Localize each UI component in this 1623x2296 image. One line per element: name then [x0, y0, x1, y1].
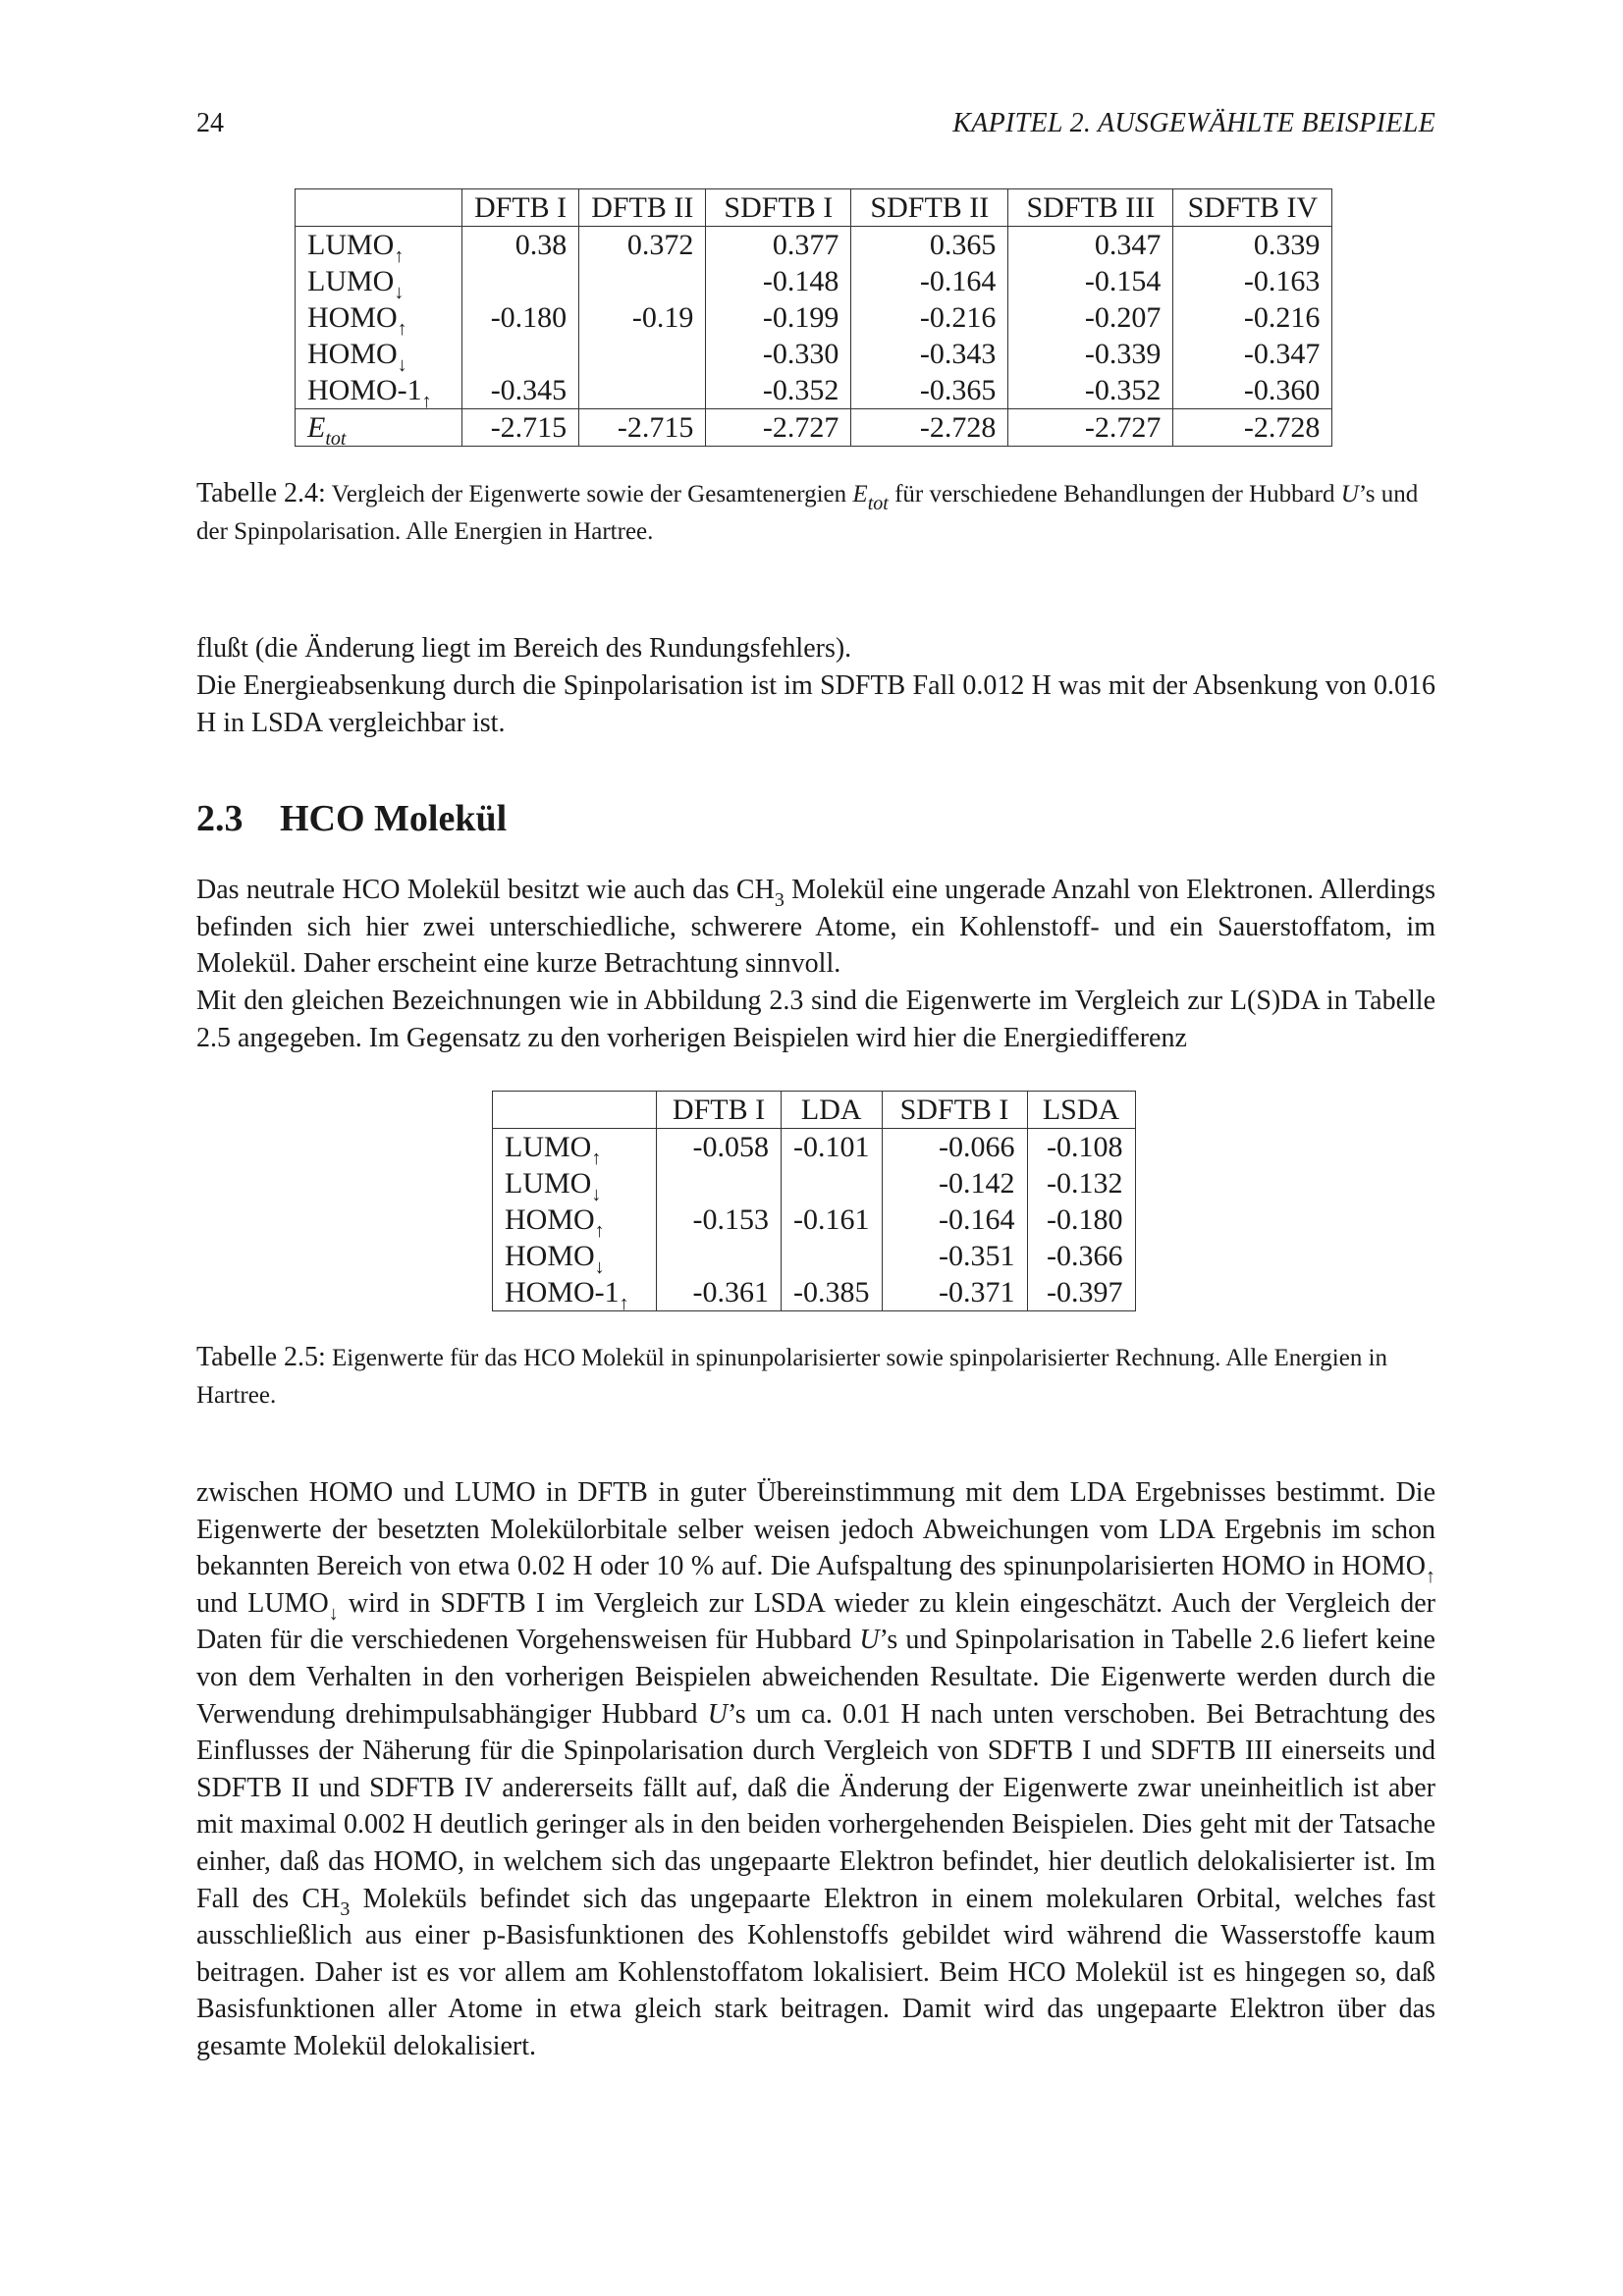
- row-label-text: HOMO: [307, 338, 398, 370]
- math-symbol: U: [859, 1625, 880, 1656]
- row-label-text: LUMO: [307, 265, 395, 297]
- table-header-cell: SDFTB I: [706, 189, 851, 227]
- paragraph-text: Molekül eine ungerade Anzahl von Elektronen. Allerdings befinden sich hier zwei unterschiedliche, schwerere Atome, ein Kohlenstoff- und ein Sauerstoffatom, im Molekül. Daher erscheint eine kurze Betrachtung sinnvoll.: [196, 875, 1435, 980]
- table-cell: [782, 1238, 883, 1274]
- table-cell: 0.365: [851, 227, 1008, 264]
- table-header-row: [296, 189, 1332, 227]
- table-cell: [657, 1165, 782, 1201]
- row-label: [493, 1129, 657, 1169]
- table-cell: -0.343: [851, 336, 1008, 372]
- row-label-text: E: [307, 411, 326, 444]
- table-cell: 0.38: [462, 227, 579, 264]
- table-cell: 0.372: [579, 227, 706, 264]
- paragraph-text: und LUMO: [196, 1587, 329, 1619]
- caption-symbol: E: [852, 481, 868, 507]
- table-header-cell: LSDA: [1027, 1092, 1135, 1129]
- caption-label: Tabelle 2.5:: [196, 1342, 326, 1372]
- table-row: [493, 1165, 1136, 1201]
- row-label-subscript: ↑: [591, 1148, 602, 1169]
- row-label-subscript: ↑: [397, 318, 407, 340]
- subscript: ↑: [1426, 1566, 1435, 1588]
- paragraph-text: wird in SDFTB I im Vergleich zur LSDA wieder zu klein eingeschätzt. Auch der Vergleich der Daten für die verschiedenen Vorgehensweisen für Hubbard: [196, 1587, 1435, 1656]
- table-cell: -0.164: [851, 263, 1008, 299]
- paragraph-text: ’s um ca. 0.01 H nach unten verschoben. Bei Betrachtung des Einflusses der Näherung für die Spinpolarisation durch Vergleich von SDFTB I und SDFTB III einerseits und SDFTB II und SDFTB IV andererseits fällt auf, daß die Änderung der Eigenwerte zwar uneinheitlich ist aber mit maximal 0.002 H deutlich geringer als in den beiden vorhergehenden Beispielen. Dies geht mit der Tatsache einher, daß das HOMO, in welchem sich das ungepaarte Elektron befindet, hier deutlich delokalisierter ist. Im Fall des CH: [196, 1698, 1435, 1914]
- row-label-subscript: ↑: [421, 391, 432, 412]
- table-cell: -0.345: [462, 372, 579, 409]
- table-cell: -2.728: [1173, 409, 1332, 447]
- table-header-cell: DFTB I: [657, 1092, 782, 1129]
- table-row: [296, 227, 1332, 264]
- table-cell: -0.330: [706, 336, 851, 372]
- table-cell: 0.377: [706, 227, 851, 264]
- table-cell: -0.385: [782, 1274, 883, 1311]
- table-cell: -0.132: [1027, 1165, 1135, 1201]
- body-paragraph: flußt (die Änderung liegt im Bereich des Rundungsfehlers).: [196, 633, 852, 664]
- row-label: [493, 1201, 657, 1242]
- paragraph-text: zwischen HOMO und LUMO in DFTB in guter Übereinstimmung mit dem LDA Ergebnisses bestimmt. Die Eigenwerte der besetzten Molekülorbitale selber weisen jedoch Abweichungen vom LDA Ergebnis im schon bekannten Bereich von etwa 0.02 H oder 10 % auf. Die Aufspaltung des spinunpolarisierten HOMO in HOMO: [196, 1477, 1435, 1582]
- table-cell: -0.180: [462, 299, 579, 336]
- row-label-subscript: ↓: [591, 1184, 602, 1205]
- row-label: [296, 263, 462, 303]
- table-cell: -0.199: [706, 299, 851, 336]
- table-cell: 0.347: [1008, 227, 1173, 264]
- math-symbol: U: [707, 1698, 728, 1730]
- body-paragraph: Die Energieabsenkung durch die Spinpolarisation ist im SDFTB Fall 0.012 H was mit der Absenkung von 0.016 H in LSDA vergleichbar ist.: [196, 670, 1435, 738]
- table-cell: -2.715: [579, 409, 706, 447]
- table-cell: [462, 263, 579, 299]
- row-label-subscript: ↓: [394, 282, 405, 303]
- table-cell: 0.339: [1173, 227, 1332, 264]
- table-caption-2-5: [196, 1339, 1435, 1415]
- table-header-cell: DFTB I: [462, 189, 579, 227]
- table-row: [296, 336, 1332, 372]
- table-caption-2-4: [196, 475, 1435, 551]
- body-paragraph: [196, 1474, 1435, 2065]
- section-number: 2.3: [196, 798, 243, 839]
- row-label: [493, 1165, 657, 1205]
- table-row: [493, 1274, 1136, 1311]
- table-header-cell: [296, 189, 462, 227]
- table-cell: -2.715: [462, 409, 579, 447]
- table-cell: [657, 1238, 782, 1274]
- row-label: [296, 409, 462, 450]
- table-2-5: [492, 1091, 1136, 1314]
- table-2-4: [295, 188, 1332, 450]
- row-label-subscript: ↑: [394, 245, 405, 267]
- row-label-text: HOMO: [505, 1203, 595, 1236]
- table-cell: -0.058: [657, 1129, 782, 1166]
- table-cell: [579, 336, 706, 372]
- table-cell: -0.347: [1173, 336, 1332, 372]
- page-header: [196, 108, 1435, 147]
- table-header-cell: SDFTB IV: [1173, 189, 1332, 227]
- row-label-subscript: ↓: [594, 1256, 605, 1278]
- table-cell: -0.148: [706, 263, 851, 299]
- body-paragraph: Mit den gleichen Bezeichnungen wie in Abbildung 2.3 sind die Eigenwerte im Vergleich zur L(S)DA in Tabelle 2.5 angegeben. Im Gegensatz zu den vorherigen Beispielen wird hier die Energiedifferenz: [196, 986, 1435, 1053]
- table-cell: -0.180: [1027, 1201, 1135, 1238]
- table-cell: [579, 263, 706, 299]
- row-label-subscript: tot: [325, 428, 347, 450]
- subscript: 3: [774, 889, 784, 911]
- caption-text: ’s und der Spinpolarisation. Alle Energien in Hartree.: [196, 481, 1419, 545]
- section-title: HCO Molekül: [280, 798, 508, 839]
- table-cell: -0.351: [882, 1238, 1027, 1274]
- table-header-cell: SDFTB I: [882, 1092, 1027, 1129]
- table-cell: -0.142: [882, 1165, 1027, 1201]
- table-cell: -0.339: [1008, 336, 1173, 372]
- table-cell: -0.216: [1173, 299, 1332, 336]
- table-cell: -2.727: [706, 409, 851, 447]
- table-cell: -0.366: [1027, 1238, 1135, 1274]
- row-label-text: HOMO: [505, 1240, 595, 1272]
- table-header-cell: LDA: [782, 1092, 883, 1129]
- row-label: [296, 372, 462, 412]
- row-label-subscript: ↑: [619, 1293, 629, 1314]
- row-label-text: LUMO: [307, 229, 395, 261]
- caption-text: Vergleich der Eigenwerte sowie der Gesamtenergien: [331, 481, 847, 507]
- caption-text: Eigenwerte für das HCO Molekül in spinunpolarisierter sowie spinpolarisierter Rechnung. Alle Energien in Hartree.: [196, 1345, 1388, 1409]
- subscript: 3: [340, 1897, 351, 1920]
- table-cell: -0.397: [1027, 1274, 1135, 1311]
- row-label: [296, 299, 462, 340]
- section-heading: [196, 797, 507, 840]
- table-cell: -0.360: [1173, 372, 1332, 409]
- table-cell: -0.207: [1008, 299, 1173, 336]
- table-cell: -0.163: [1173, 263, 1332, 299]
- page-number: 24: [196, 108, 224, 138]
- row-label: [296, 227, 462, 267]
- row-label: [493, 1238, 657, 1278]
- table-cell: [579, 372, 706, 409]
- table-cell: -0.216: [851, 299, 1008, 336]
- row-label-subscript: ↓: [397, 354, 407, 376]
- table-cell: -2.728: [851, 409, 1008, 447]
- caption-text: für verschiedene Behandlungen der Hubbard: [894, 481, 1335, 507]
- table-cell: -0.164: [882, 1201, 1027, 1238]
- table-cell: -0.352: [1008, 372, 1173, 409]
- table-header-cell: [493, 1092, 657, 1129]
- table-row: [296, 299, 1332, 336]
- table-header-cell: SDFTB III: [1008, 189, 1173, 227]
- table-row: [296, 263, 1332, 299]
- row-label-subscript: ↑: [594, 1220, 605, 1242]
- subscript: ↓: [328, 1602, 339, 1625]
- table-cell: -0.101: [782, 1129, 883, 1166]
- row-label: [493, 1274, 657, 1314]
- table-row: [493, 1201, 1136, 1238]
- table-cell: -0.361: [657, 1274, 782, 1311]
- table-row: [296, 372, 1332, 409]
- body-paragraph: [196, 872, 1435, 983]
- table-cell: [462, 336, 579, 372]
- table-header-row: [493, 1092, 1136, 1129]
- row-label-text: LUMO: [505, 1167, 592, 1200]
- table-header-cell: SDFTB II: [851, 189, 1008, 227]
- caption-symbol: U: [1340, 481, 1359, 507]
- row-label-text: HOMO-1: [307, 374, 422, 406]
- table-cell: -0.161: [782, 1201, 883, 1238]
- row-label-text: HOMO: [307, 301, 398, 334]
- table-cell: -0.066: [882, 1129, 1027, 1166]
- table-cell: -2.727: [1008, 409, 1173, 447]
- table-cell: -0.108: [1027, 1129, 1135, 1166]
- caption-label: Tabelle 2.4:: [196, 478, 326, 508]
- paragraph-text: ’s und Spinpolarisation in Tabelle 2.6 liefert keine von dem Verhalten in den vorherigen Beispielen abweichenden Resultate. Die Eigenwerte werden durch die Verwendung drehimpulsabhängiger Hubbard: [196, 1625, 1435, 1730]
- table-cell: -0.19: [579, 299, 706, 336]
- row-label: [296, 336, 462, 376]
- table-row-total-energy: [296, 409, 1332, 447]
- table-cell: -0.153: [657, 1201, 782, 1238]
- row-label-text: LUMO: [505, 1131, 592, 1163]
- table-cell: -0.154: [1008, 263, 1173, 299]
- table-cell: -0.365: [851, 372, 1008, 409]
- row-label-text: HOMO-1: [505, 1276, 620, 1308]
- caption-symbol-subscript: tot: [867, 493, 889, 514]
- table-row: [493, 1129, 1136, 1166]
- running-title: KAPITEL 2. AUSGEWÄHLTE BEISPIELE: [952, 108, 1435, 138]
- table-cell: -0.352: [706, 372, 851, 409]
- table-row: [493, 1238, 1136, 1274]
- paragraph-text: Das neutrale HCO Molekül besitzt wie auch das CH: [196, 875, 775, 905]
- table-cell: -0.371: [882, 1274, 1027, 1311]
- table-header-cell: DFTB II: [579, 189, 706, 227]
- table-cell: [782, 1165, 883, 1201]
- paragraph-text: Moleküls befindet sich das ungepaarte Elektron in einem molekularen Orbital, welches fast ausschließlich aus einer p-Basisfunktionen des Kohlenstoffs gebildet wird während die Wasserstoffe kaum beitragen. Daher ist es vor allem am Kohlenstoffatom lokalisiert. Beim HCO Molekül ist es hingegen so, daß Basisfunktionen aller Atome in etwa gleich stark beitragen. Damit wird das ungepaarte Elektron über das gesamte Molekül delokalisiert.: [196, 1883, 1436, 2061]
